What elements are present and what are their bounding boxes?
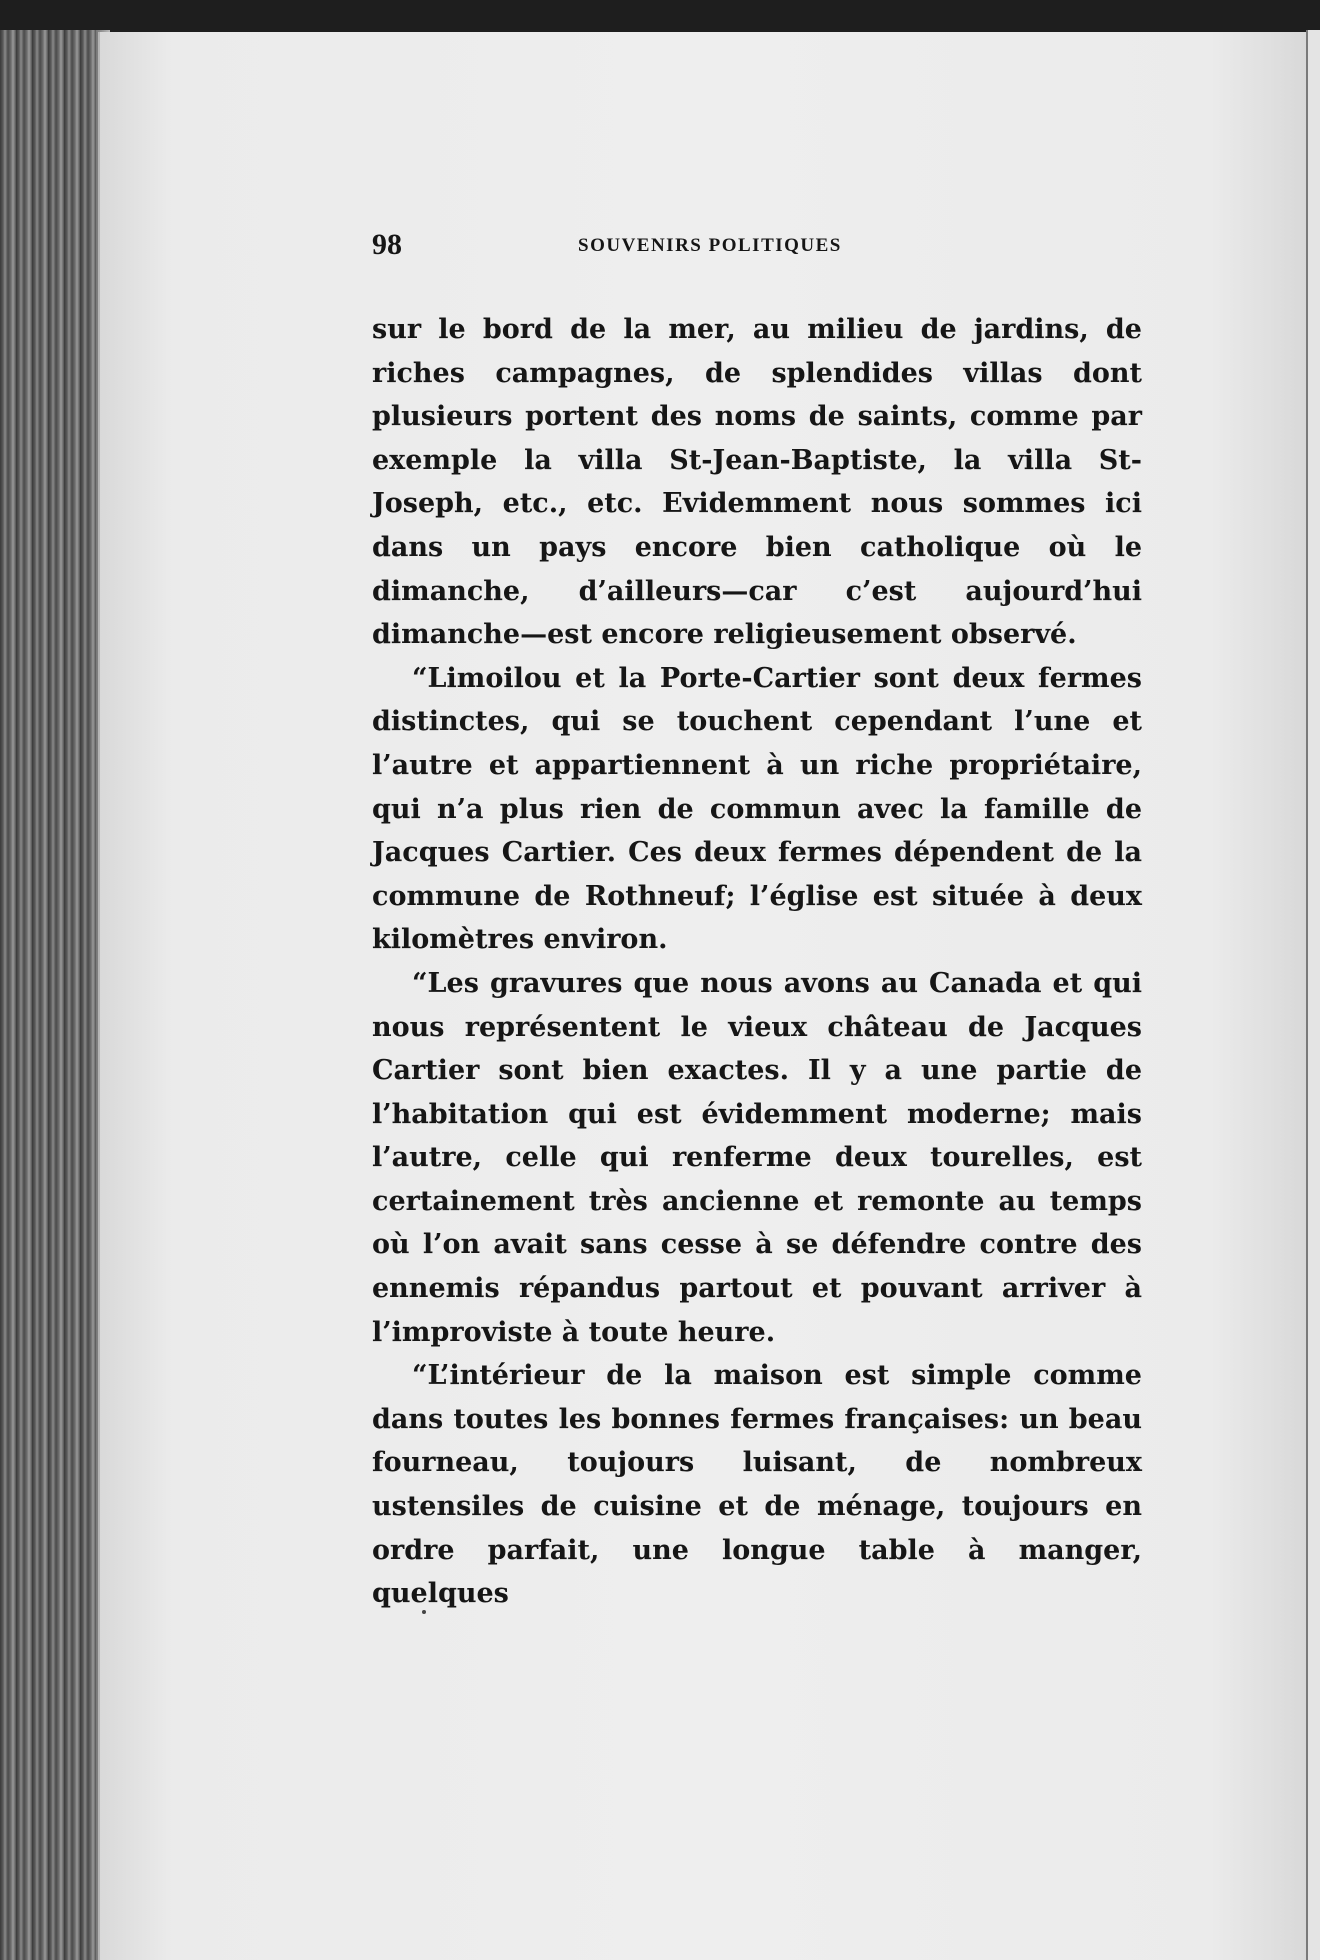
facing-page-edge bbox=[1306, 30, 1320, 1960]
body-text bbox=[372, 308, 1142, 1616]
page-header bbox=[372, 228, 1142, 268]
ink-speck bbox=[422, 1610, 426, 1614]
paragraph: “Limoilou et la Porte-Cartier sont deux fermes distinctes, qui se touchent cependant l’une et l’autre et appartiennent à un riche propriétaire, qui n’a plus rien de commun avec la famille de Jacques Cartier. Ces deux fermes dépendent de la commune de Rothneuf; l’église est située à deux kilomètres environ. bbox=[372, 662, 1142, 956]
paragraph: “Les gravures que nous avons au Canada et qui nous représentent le vieux château de Jacques Cartier sont bien exactes. Il y a une partie de l’habitation qui est évidemment moderne; mais l’autre, celle qui renferme deux tourelles, est certainement très ancienne et remonte au temps où l’on avait sans cesse à se défendre contre des ennemis répandus partout et pouvant arriver à l’improviste à toute heure. bbox=[372, 967, 1142, 1348]
paragraph-continued: sur le bord de la mer, au milieu de jardins, de riches campagnes, de splendides villas dont plusieurs portent des noms de saints, comme par exemple la villa St-Jean-Baptiste, la villa St-Joseph, etc., etc. Evidemment nous sommes ici dans un pays encore bien catholique où le dimanche, d’ailleurs—car c’est aujourd’hui dimanche—est encore religieusement observé. bbox=[372, 314, 1142, 651]
paragraph: “L’intérieur de la maison est simple comme dans toutes les bonnes fermes françaises: un beau fourneau, toujours luisant, de nombreux ustensiles de cuisine et de ménage, toujours en ordre parfait, une longue table à manger, quelques bbox=[372, 1360, 1142, 1610]
page-number: 98 bbox=[372, 228, 402, 261]
running-head: SOUVENIRS POLITIQUES bbox=[578, 235, 842, 256]
book-page-edges bbox=[0, 30, 110, 1960]
